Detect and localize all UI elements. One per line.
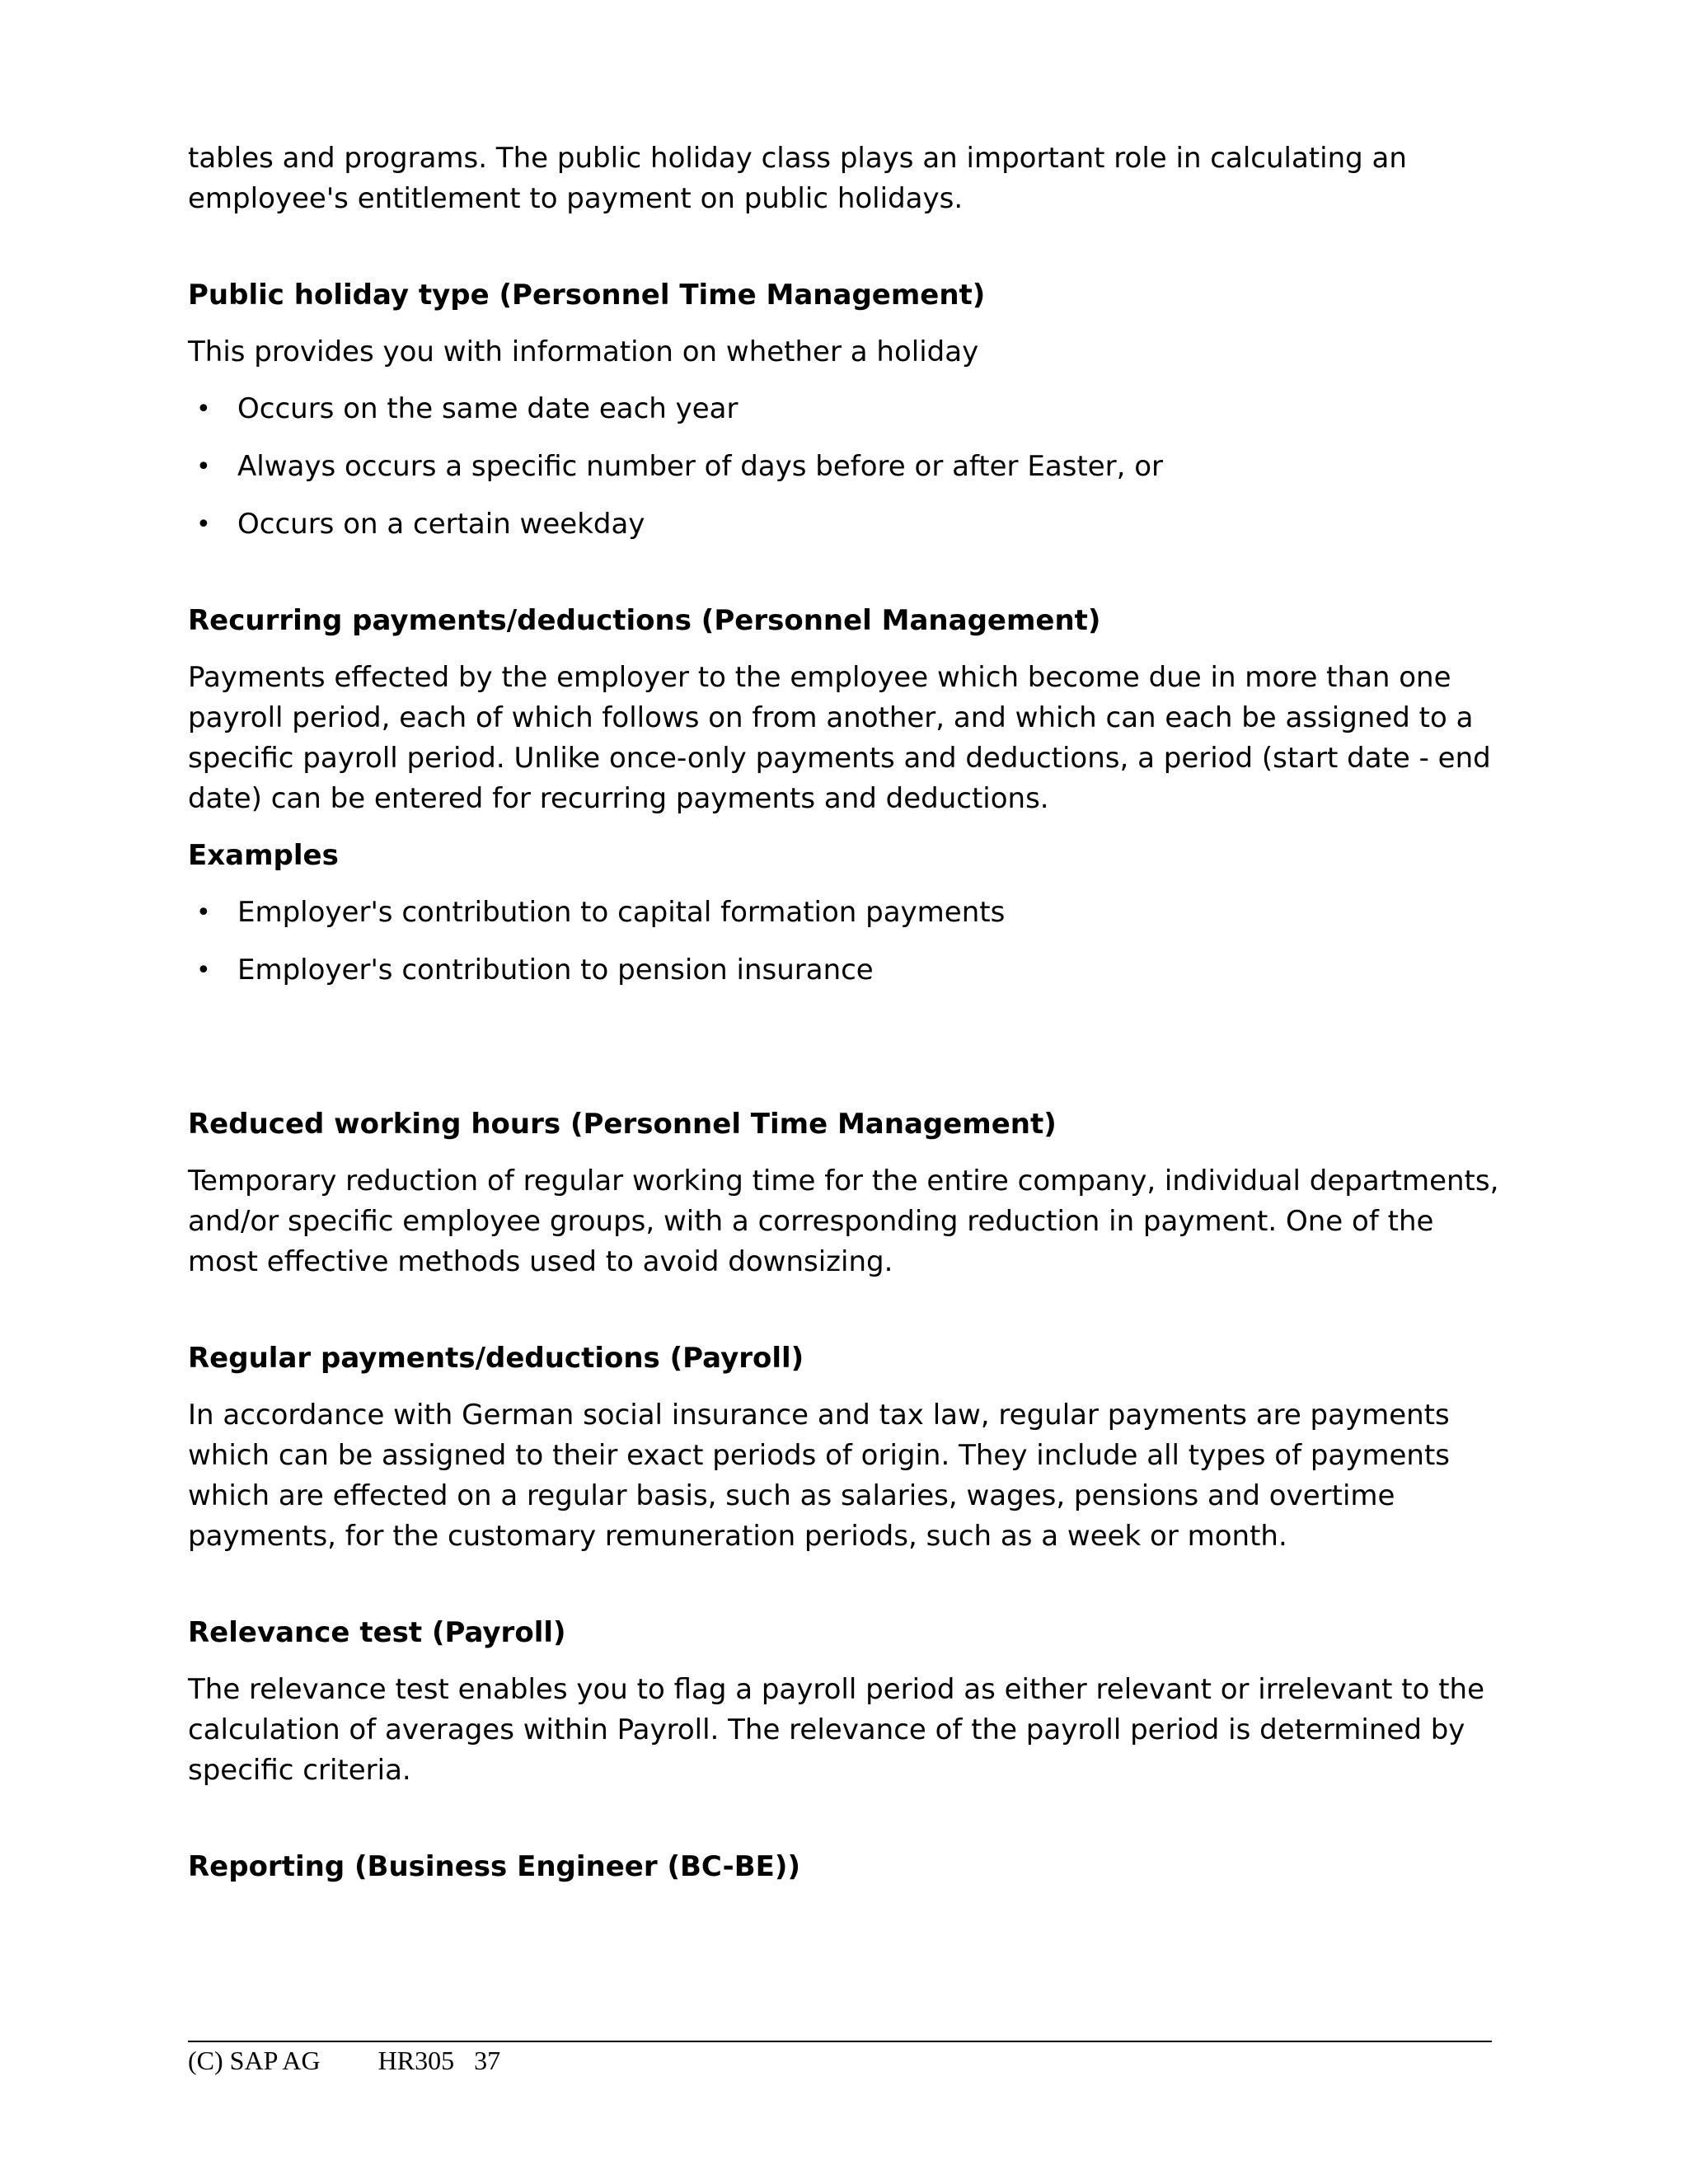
examples-subheading: Examples (188, 839, 339, 872)
bullet-icon: • (196, 452, 211, 481)
list-item: • Occurs on a certain weekday (188, 504, 1507, 545)
section-reduced-working-hours (188, 1104, 1507, 1282)
section-body: The relevance test enables you to flag a payroll period as either relevant or irrelevant to the calculation of averages within Payroll. The relevance of the payroll period is determined by specific criteria. (188, 1673, 1485, 1787)
bullet-icon: • (196, 395, 211, 424)
footer-page-number: 37 (474, 2046, 501, 2075)
section-public-holiday-type (188, 275, 1507, 545)
bullet-icon: • (196, 510, 211, 539)
section-heading: Reduced working hours (Personnel Time Management) (188, 1108, 1057, 1141)
section-heading: Recurring payments/deductions (Personnel Management) (188, 604, 1101, 637)
list-item: • Always occurs a specific number of days before or after Easter, or (188, 447, 1507, 487)
section-regular-payments (188, 1338, 1507, 1557)
section-heading: Regular payments/deductions (Payroll) (188, 1342, 804, 1375)
section-body: Payments effected by the employer to the employee which become due in more than one payroll period, each of which follows on from another, and which can each be assigned to a specific payroll period. Unlike once-only payments and deductions, a period (start date - end date) can be entered for recurring payments and deductions. (188, 661, 1491, 815)
footer-course: HR305 (377, 2046, 455, 2075)
bullet-list (188, 893, 1507, 991)
footer-copyright: (C) SAP AG (188, 2046, 321, 2075)
section-body: This provides you with information on whether a holiday (188, 335, 979, 368)
section-heading: Public holiday type (Personnel Time Management) (188, 279, 986, 312)
bullet-list (188, 389, 1507, 545)
list-item: • Employer's contribution to pension insurance (188, 950, 1507, 991)
bullet-icon: • (196, 898, 211, 927)
section-body: In accordance with German social insurance and tax law, regular payments are payments which can be assigned to their exact periods of origin. They include all types of payments which are effected on a regular basis, such as salaries, wages, pensions and overtime payments, for the customary remuneration periods, such as a week or month. (188, 1399, 1451, 1553)
page-footer (188, 2044, 500, 2077)
section-body: Temporary reduction of regular working time for the entire company, individual departments, and/or specific employee groups, with a corresponding reduction in payment. One of the most effective methods used to avoid downsizing. (188, 1165, 1499, 1278)
section-reporting (188, 1847, 1507, 1887)
section-relevance-test (188, 1613, 1507, 1791)
section-heading: Relevance test (Payroll) (188, 1616, 566, 1649)
bullet-icon: • (196, 956, 211, 985)
list-item: • Occurs on the same date each year (188, 389, 1507, 429)
list-item: • Employer's contribution to capital formation payments (188, 893, 1507, 933)
footer-divider (188, 2041, 1492, 2042)
intro-paragraph: tables and programs. The public holiday class plays an important role in calculating an employee's entitlement to payment on public holidays. (188, 142, 1407, 215)
document-page (188, 138, 1507, 1887)
section-heading: Reporting (Business Engineer (BC-BE)) (188, 1850, 800, 1883)
section-recurring-payments (188, 601, 1507, 991)
